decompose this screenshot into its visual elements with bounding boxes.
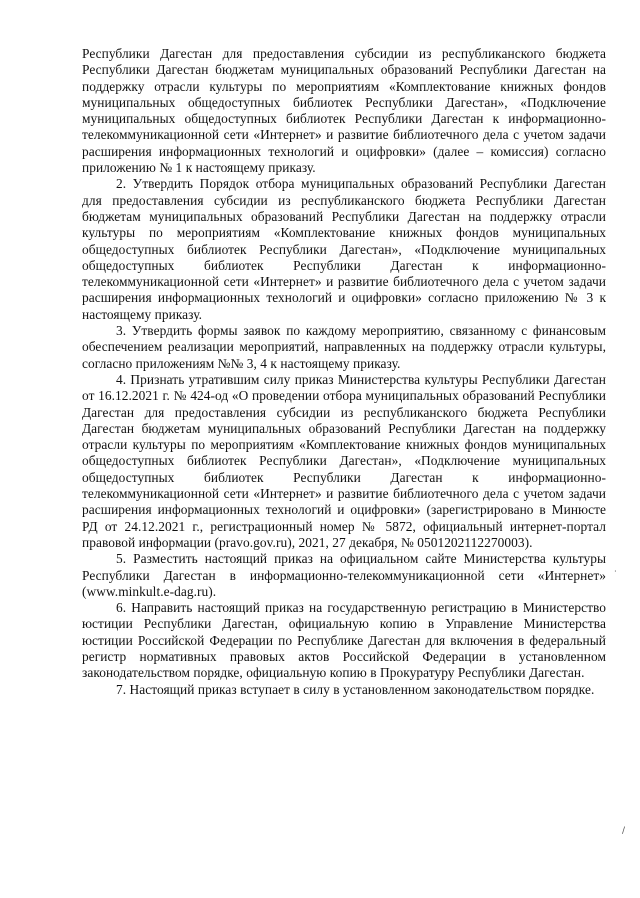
scan-speck: ∕ — [622, 826, 626, 836]
paragraph-item-2: 2. Утвердить Порядок отбора муниципальных образований Республики Дагестан для предоставления субсидии из республиканского бюджета Республики Дагестан бюджетам муниципальных образований Республики Дагестан на поддержку отрасли культуры по мероприятиям «Комплектование книжных фондов муниципальных общедоступных библиотек Республики Дагестан», «Подключение муниципальных общедоступных библиотек Республики Дагестан к информационно-телекоммуникационной сети «Интернет» и развитие библиотечного дела с учетом задачи расширения информационных технологий и оцифровки» согласно приложению № 3 к настоящему приказу. — [82, 176, 606, 322]
scan-speck: ⸒ — [614, 563, 617, 573]
paragraph-commission: Республики Дагестан для предоставления субсидии из республиканского бюджета Республики Дагестан бюджетам муниципальных образований Республики Дагестан на поддержку отрасли культуры по мероприятиям «Комплектование книжных фондов муниципальных общедоступных библиотек Республики Дагестан», «Подключение муниципальных общедоступных библиотек Республики Дагестан к информационно-телекоммуникационной сети «Интернет» и развитие библиотечного дела с учетом задачи расширения информационных технологий и оцифровки» (далее – комиссия) согласно приложению № 1 к настоящему приказу. — [82, 46, 606, 176]
paragraph-item-3: 3. Утвердить формы заявок по каждому мероприятию, связанному с финансовым обеспечением реализации мероприятий, направленных на поддержку отрасли культуры, согласно приложениям №№ 3, 4 к настоящему приказу. — [82, 323, 606, 371]
document-body — [82, 46, 606, 698]
paragraph-item-5: 5. Разместить настоящий приказ на официальном сайте Министерства культуры Республики Дагестан в информационно-телекоммуникационной сети «Интернет» (www.minkult.e-dag.ru). — [82, 551, 606, 599]
paragraph-item-4: 4. Признать утратившим силу приказ Министерства культуры Республики Дагестан от 16.12.2021 г. № 424-од «О проведении отбора муниципальных образований Республики Дагестан для предоставления субсидии из республиканского бюджета Республики Дагестан бюджетам муниципальных образований Республики Дагестан на поддержку отрасли культуры по мероприятиям «Комплектование книжных фондов муниципальных общедоступных библиотек Республики Дагестан», «Подключение муниципальных общедоступных библиотек Республики Дагестан к информационно-телекоммуникационной сети «Интернет» и развитие библиотечного дела с учетом задачи расширения информационных технологий и оцифровки» (зарегистрировано в Минюсте РД от 24.12.2021 г., регистрационный номер № 5872, официальный интернет-портал правовой информации (pravo.gov.ru), 2021, 27 декабря, № 0501202112270003). — [82, 371, 606, 550]
paragraph-item-7: 7. Настоящий приказ вступает в силу в установленном законодательством порядке. — [116, 681, 595, 697]
paragraph-item-6: 6. Направить настоящий приказ на государственную регистрацию в Министерство юстиции Республики Дагестан, официальную копию в Управление Министерства юстиции Российской Федерации по Республике Дагестан для включения в федеральный регистр нормативных правовых актов Российской Федерации в установленном законодательством порядке, официальную копию в Прокуратуру Республики Дагестан. — [82, 600, 606, 681]
